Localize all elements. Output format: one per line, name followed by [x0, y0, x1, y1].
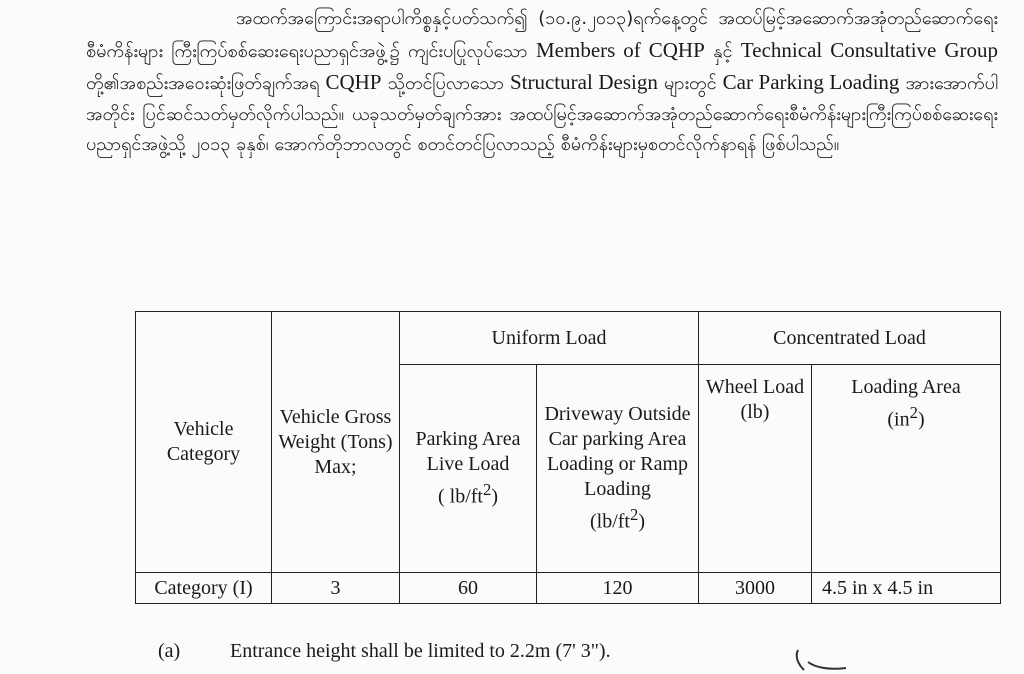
cell-category: Category (I) [136, 573, 272, 604]
header-vehicle-category: Vehicle Category [136, 312, 272, 573]
paragraph-segment: အထက်အကြောင်းအရာပါကိစ္စနှင့်ပတ်သက်၍ (၁၀.၉.၂၀၁၃)ရက်နေ့တွင် အထပ်မြင့်အဆောက်အအုံတည်ဆောက်ရေးစီမံကိန်းများ ကြီးကြပ်စစ်ဆေးရေးပညာရှင်အဖွဲ့၌ ကျင်းပပြုလုပ်သော [86, 8, 998, 62]
table-row [136, 573, 1001, 604]
paragraph-segment: အားအောက်ပါအတိုင်း ပြင်ဆင်သတ်မှတ်လိုက်ပါသည်။ ယခုသတ်မှတ်ချက်အား အထပ်မြင့်အဆောက်အအုံတည်ဆောက်ရေးစီမံကိန်းများကြီးကြပ်စစ်ဆေးရေးပညာရှင်အဖွဲ့သို့ ၂၀၁၃ ခုနှစ်၊ အောက်တိုဘာလတွင် စတင်တင်ပြလာသည့် စီမံကိန်းများမှစတင်လိုက်နာရန် ဖြစ်ပါသည်။ [86, 73, 998, 155]
note-a [158, 640, 611, 663]
cell-gross-weight: 3 [272, 573, 400, 604]
paragraph-segment: တို့၏အစည်းအဝေးဆုံးဖြတ်ချက်အရ [86, 73, 320, 94]
cell-parking-live-load: 60 [400, 573, 537, 604]
note-tag: (a) [158, 640, 181, 662]
paragraph-segment: Car Parking Loading [722, 70, 900, 94]
header-parking-live-load: Parking Area Live Load ( $lb/ft^2$) [400, 365, 537, 573]
paragraph-segment: Members of CQHP [536, 37, 705, 62]
header-concentrated-load: Concentrated Load [699, 312, 1001, 365]
note-text: Entrance height shall be limited to 2.2m (7' 3"). [230, 640, 611, 662]
car-parking-loading-table [135, 311, 1001, 604]
intro-paragraph [86, 4, 998, 161]
paragraph-segment: Technical Consultative Group [740, 37, 998, 62]
header-loading-area: Loading Area $(in^2)$ [812, 365, 1001, 573]
header-wheel-load: Wheel Load (lb) [699, 365, 812, 573]
paragraph-segment: Structural Design [509, 70, 658, 94]
header-uniform-load: Uniform Load [400, 312, 699, 365]
header-gross-weight: Vehicle Gross Weight (Tons) Max; [272, 312, 400, 573]
paragraph-segment: နှင့် [713, 40, 733, 62]
header-driveway-ramp-loading: Driveway Outside Car parking Area Loading or Ramp Loading $(lb/ft^2)$ [537, 365, 699, 573]
cell-driveway: 120 [537, 573, 699, 604]
cell-wheel-load: 3000 [699, 573, 812, 604]
paragraph-segment: သို့တင်ပြလာသော [387, 73, 504, 94]
handwritten-mark-icon [790, 648, 850, 674]
paragraph-segment: CQHP [325, 70, 382, 94]
cell-loading-area: 4.5 in x 4.5 in [812, 573, 1001, 604]
paragraph-segment: များတွင် [663, 73, 717, 94]
